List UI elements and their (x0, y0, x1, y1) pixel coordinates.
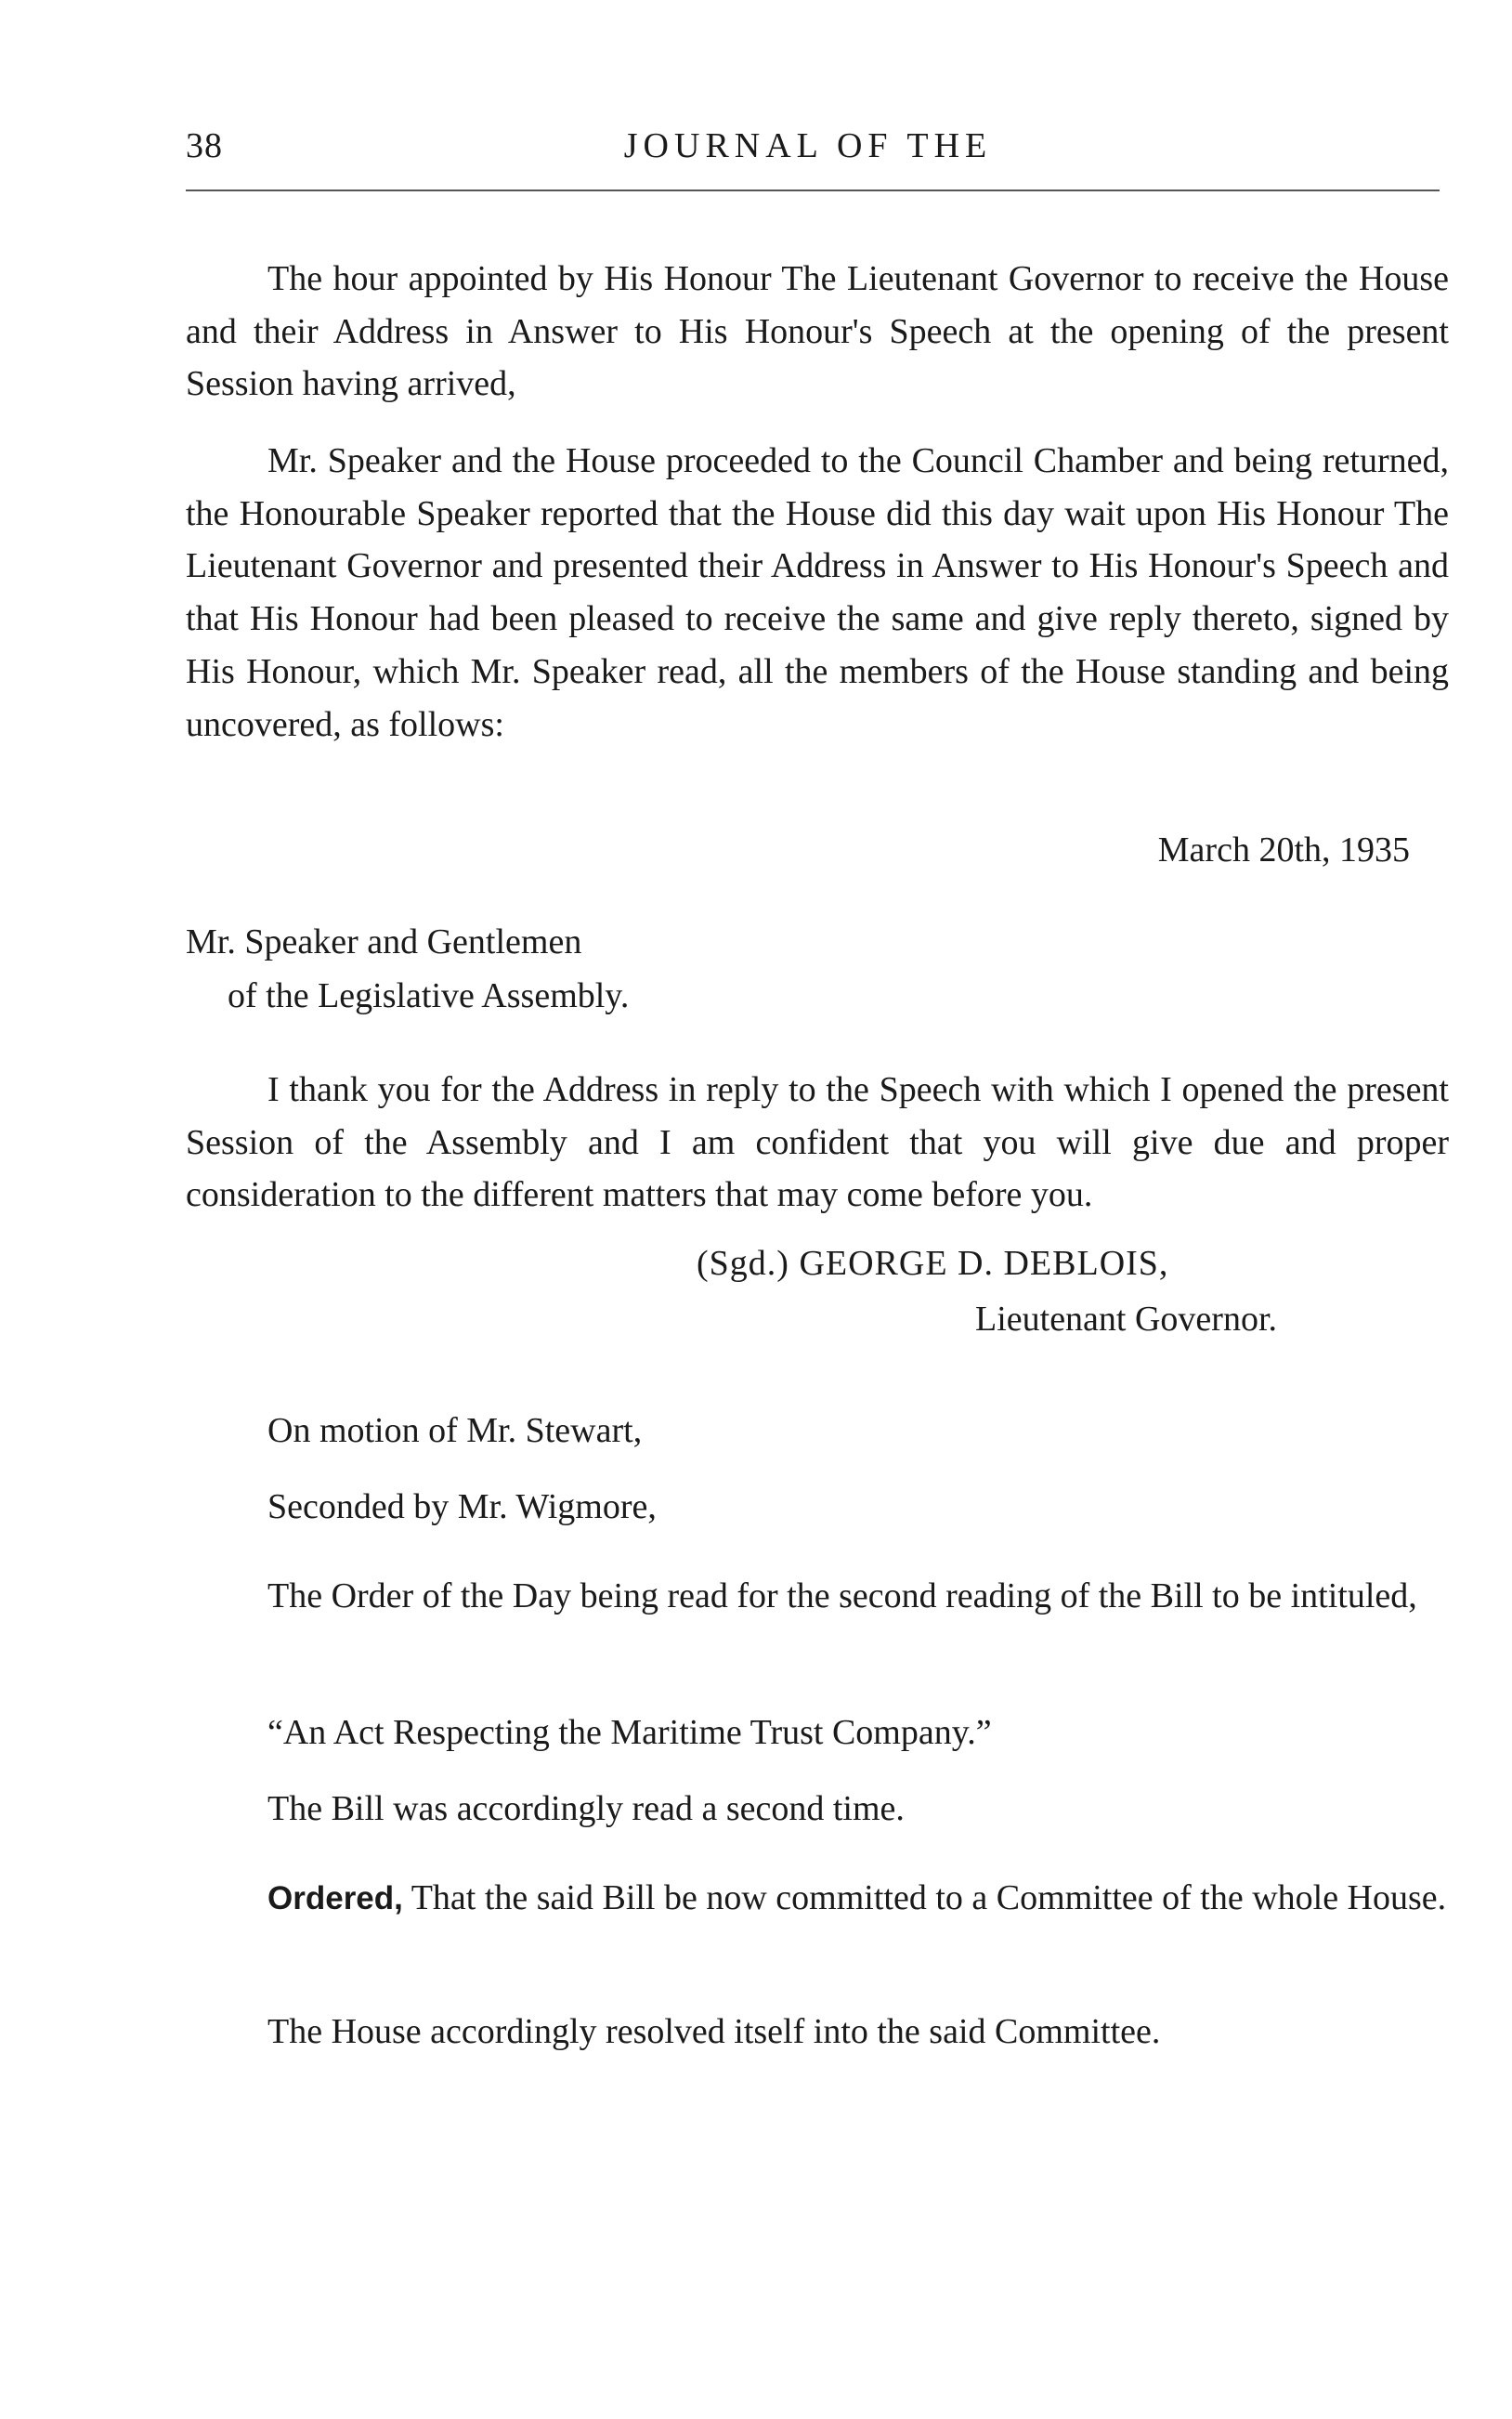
page-header (186, 125, 1430, 172)
paragraph-ordered (186, 1872, 1449, 1926)
bill-read-second: The Bill was accordingly read a second time. (267, 1789, 905, 1828)
motion-seconded: Seconded by Mr. Wigmore, (267, 1487, 657, 1526)
house-resolved: The House accordingly resolved itself into the said Committee. (267, 2012, 1161, 2051)
paragraph-hour-appointed (186, 253, 1449, 411)
paragraph-text (186, 1872, 1449, 1926)
reply-date: March 20th, 1935 (1157, 830, 1410, 870)
paragraph-text: Mr. Speaker and the House proceeded to the Council Chamber and being returned, the Honourable Speaker reported that the House did this day wait upon His Honour The Lieutenant Governor and presented their Address in Answer to His Honour's Speech and that His Honour had been pleased to receive the same and give reply thereto, signed by His Honour, which Mr. Speaker read, all the members of the House standing and being uncovered, as follows: (186, 441, 1449, 744)
signature-name: (Sgd.) GEORGE D. DEBLOIS, (697, 1244, 1169, 1283)
running-head: JOURNAL OF THE (623, 126, 993, 165)
signature-title: Lieutenant Governor. (975, 1300, 1278, 1339)
salutation (186, 915, 629, 1023)
paragraph-speaker-proceeded (186, 435, 1449, 751)
bill-title: “An Act Respecting the Maritime Trust Company.” (267, 1713, 992, 1752)
salutation-line-2: of the Legislative Assembly. (228, 976, 630, 1015)
reply-body (186, 1064, 1449, 1222)
paragraph-text: The Order of the Day being read for the second reading of the Bill to be intituled, (267, 1576, 1417, 1615)
page-number: 38 (186, 126, 223, 165)
motion-moved: On motion of Mr. Stewart, (267, 1411, 643, 1450)
salutation-line-1: Mr. Speaker and Gentlemen (186, 922, 582, 961)
ordered-label: Ordered, (267, 1880, 403, 1916)
reply-body-text: I thank you for the Address in reply to the Speech with which I opened the present Session of the Assembly and I am confident that you will give due and proper consideration to the different matters that may come before you. (186, 1070, 1449, 1215)
paragraph-text: The hour appointed by His Honour The Lieutenant Governor to receive the House and their Address in Answer to His Honour's Speech at the opening of the present Session having arrived, (186, 259, 1449, 404)
header-rule (186, 190, 1440, 191)
ordered-text: That the said Bill be now committed to a Committee of the whole House. (402, 1878, 1447, 1917)
paragraph-order-of-day (186, 1570, 1449, 1623)
